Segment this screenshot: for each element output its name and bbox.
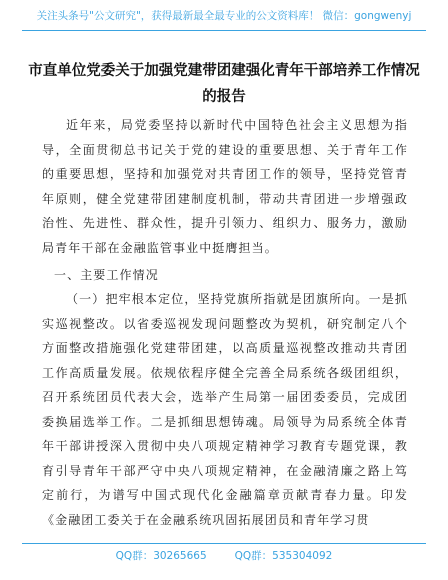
footer-divider	[22, 543, 426, 544]
footer-qq-group-1: QQ群：30265665	[115, 549, 207, 562]
footer	[0, 545, 448, 565]
footer-qq-group-2: QQ群：535304092	[234, 549, 333, 562]
header-banner-text: 关注头条号"公文研究"，获得最新最全最专业的公文资料库！ 微信：gongwenyj	[36, 9, 412, 22]
header-banner	[0, 0, 448, 30]
section-heading: 一、主要工作情况	[54, 268, 159, 282]
document-paragraph: （一）把牢根本定位，坚持党旗所指就是团旗所向。一是抓实巡视整改。以省委巡视发现问题整改为契机，研究制定八个方面整改措施强化党建带团建，以高质量巡视整改推动共青团工作高质量发展。依规依程序健全完善全局系统各级团组织，召开系统团员代表大会，选举产生局第一届团委委员，完成团委换届选举工作。二是抓细思想铸魂。局领导为局系统全体青年干部讲授深入贯彻中央八项规定精神学习教育专题党课，教育引导青年干部严守中央八项规定精神，在金融清廉之路上笃定前行，为谱写中国式现代化金融篇章贡献青春力量。印发《金融团工委关于在金融系统巩固拓展团员和青年学习贯	[42, 292, 408, 527]
document-title: 市直单位党委关于加强党建带团建强化青年干部培养工作情况的报告	[28, 62, 420, 105]
document-paragraph: 近年来，局党委坚持以新时代中国特色社会主义思想为指导，全面贯彻总书记关于党的建设的重要思想、关于青年工作的重要思想，坚持和加强党对共青团工作的领导，坚持党管青年原则，健全党建带团建制度机制，带动共青团进一步增强政治性、先进性、群众性，提升引领力、组织力、服务力，激励局青年干部在金融监管事业中挺膺担当。	[42, 118, 408, 255]
header-divider	[22, 30, 426, 31]
